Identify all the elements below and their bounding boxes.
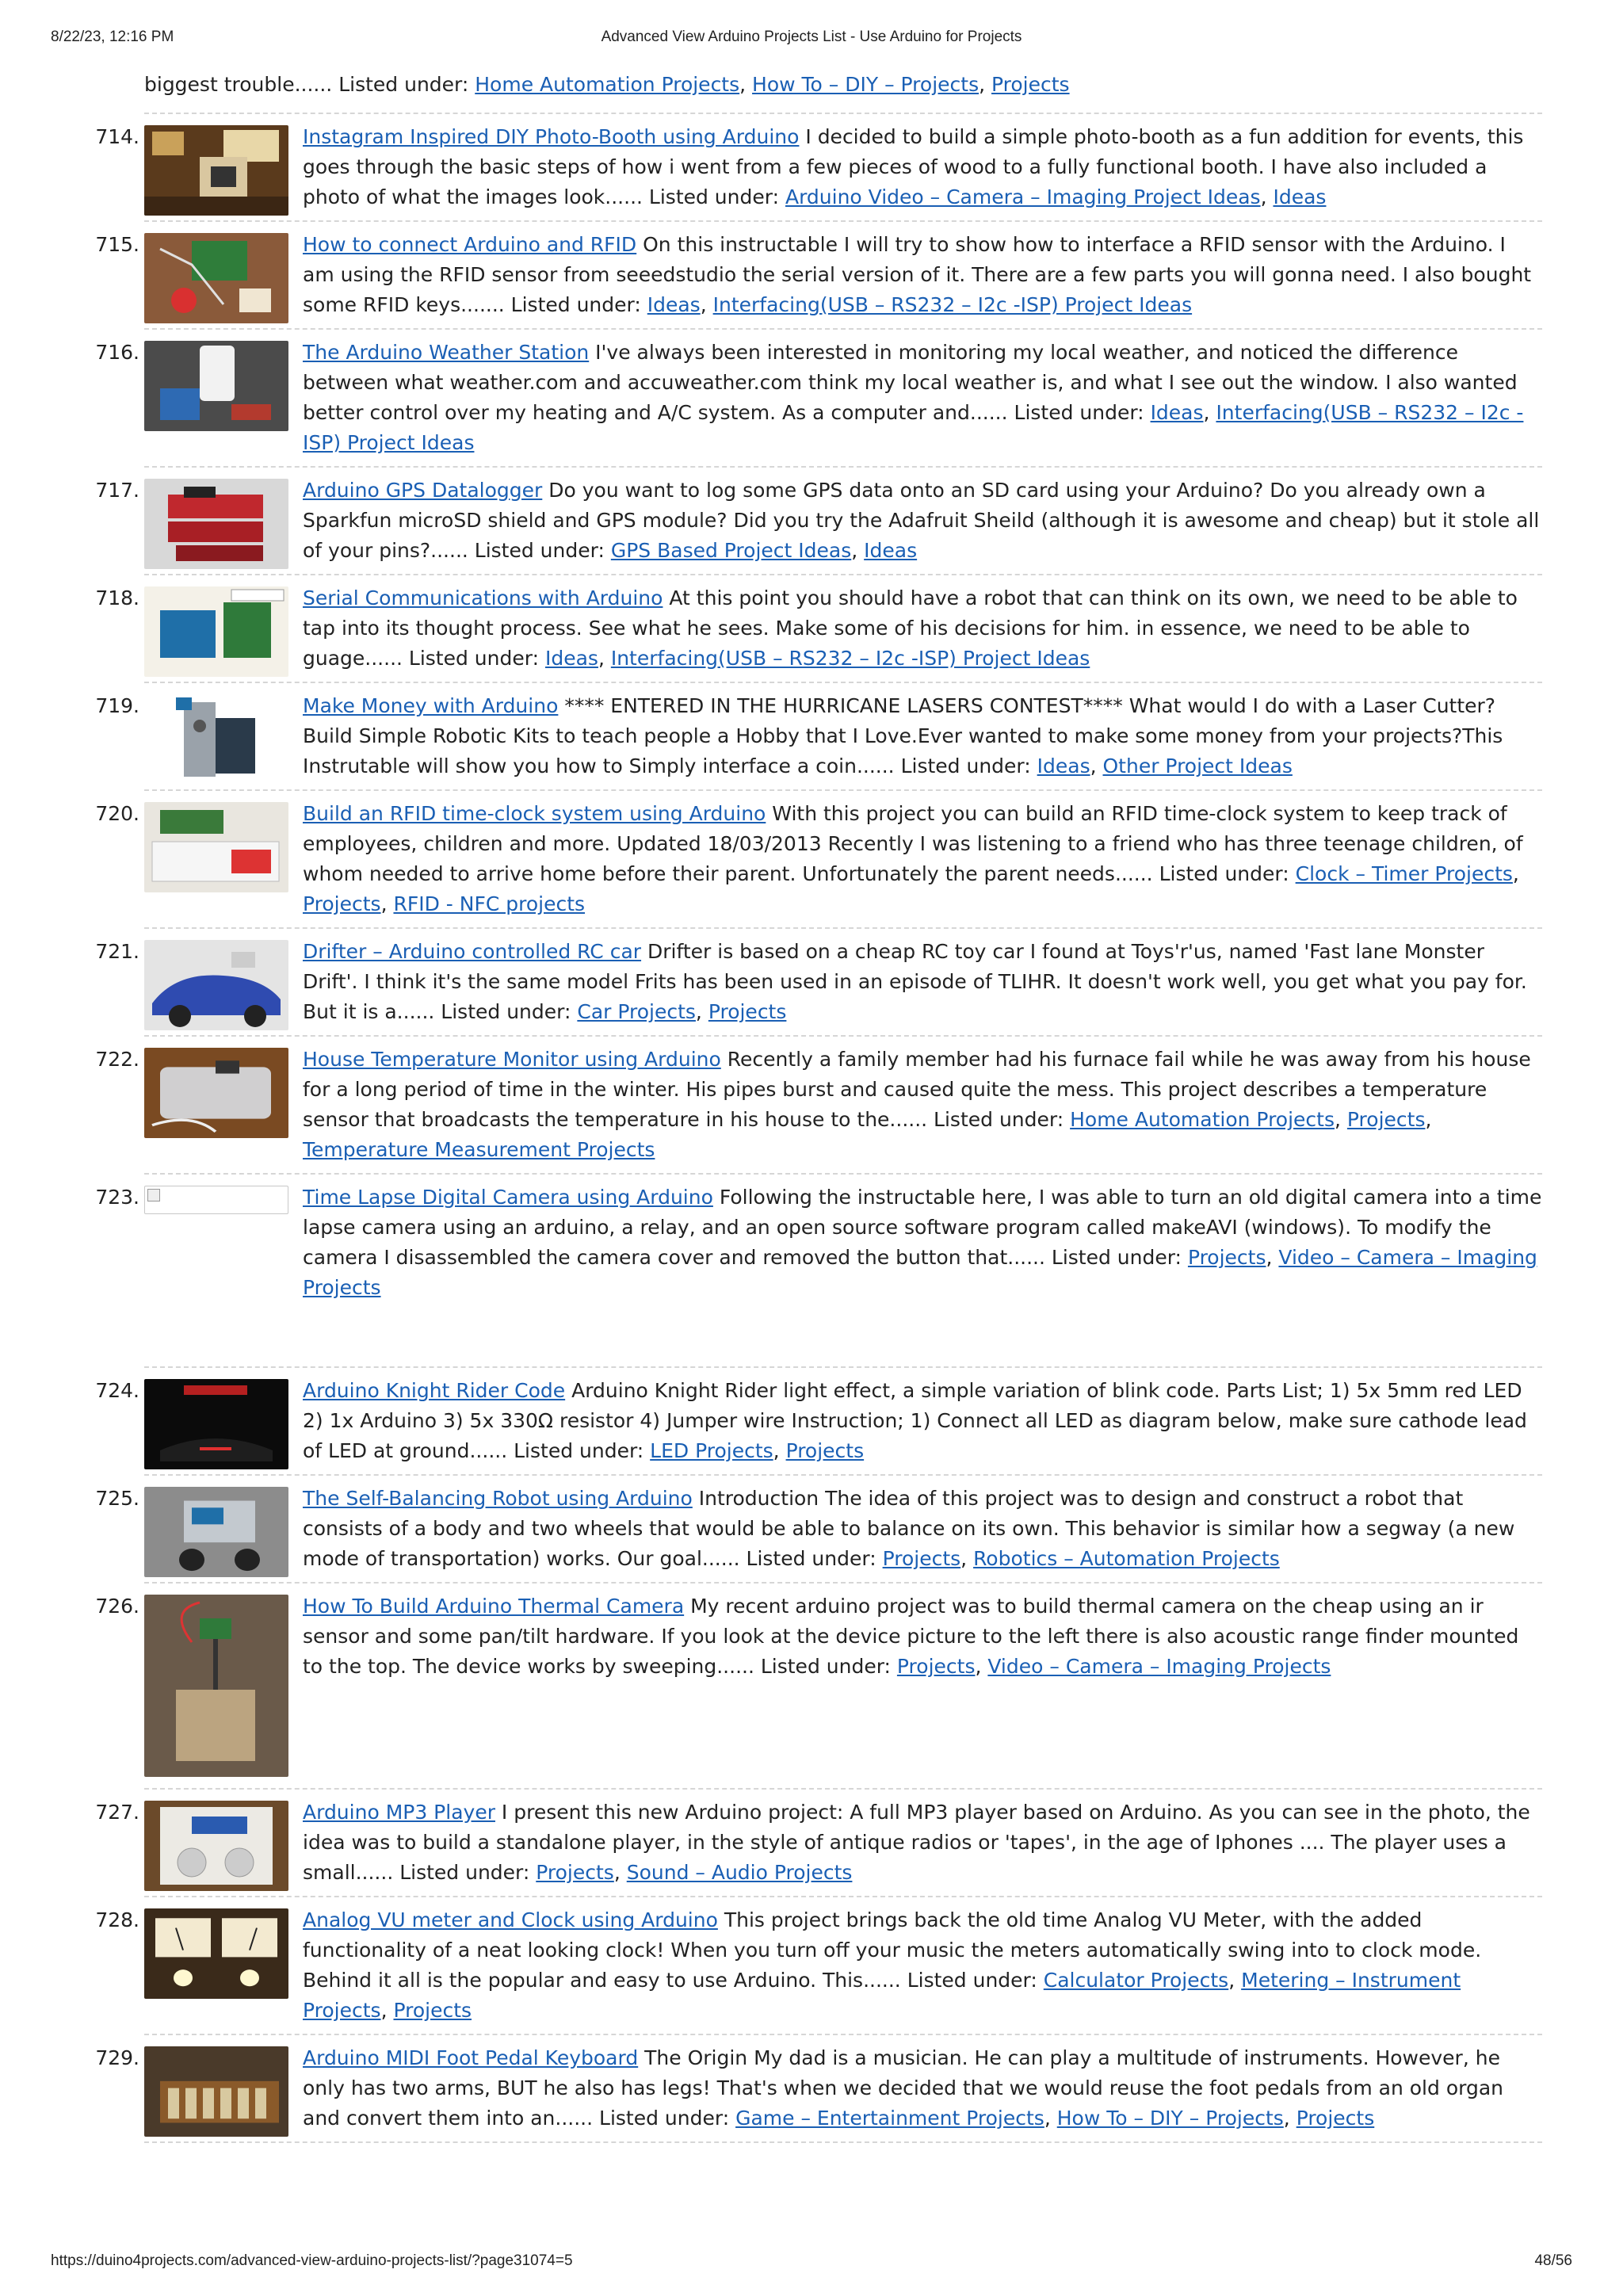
category-link[interactable]: Projects (1187, 1246, 1266, 1269)
entry-number: 719. (95, 694, 139, 717)
project-title-link[interactable]: Build an RFID time-clock system using Arduino (303, 802, 766, 825)
project-description: I've always been interested in monitoring my local weather, and noticed the difference between what weather.com and accuweather.com think my local weather is, and what I see out the window. I also wanted better control over my heating and A/C system. As a computer and...... Listed under: (303, 341, 1518, 424)
project-thumbnail[interactable] (144, 940, 288, 1030)
project-title-link[interactable]: Instagram Inspired DIY Photo-Booth using Arduino (303, 125, 800, 148)
print-url: https://duino4projects.com/advanced-view-arduino-projects-list/?page31074=5 (51, 2252, 573, 2269)
project-entry: 723. Time Lapse Digital Camera using Arduino Following the instructable here, I was able to turn an old digital camera into a time lapse camera using an arduino, a relay, and an open source software program called makeAVI (windows). To modify the camera I disassembled the camera cover and removed the button that...... Listed under: Projects, Video – Camera – Imaging Projects (144, 1173, 1542, 1366)
category-link[interactable]: Ideas (1273, 185, 1327, 208)
category-link[interactable]: RFID - NFC projects (393, 892, 586, 915)
category-link[interactable]: Projects (1346, 1108, 1426, 1131)
project-thumbnail[interactable] (144, 1801, 288, 1891)
category-link[interactable]: Projects (1296, 2107, 1375, 2130)
project-description: This project brings back the old time Analog VU Meter, with the added functionality of a neat looking clock! When you turn off your music the meters automatically swing into to clock mode. Behind it all is the popular and easy to use Arduino. This...... Listed under: (303, 1908, 1482, 1992)
project-thumbnail[interactable] (144, 1048, 288, 1138)
category-link[interactable]: Projects (393, 1999, 472, 2022)
project-thumbnail[interactable] (144, 1908, 288, 1999)
category-link[interactable]: Temperature Measurement Projects (303, 1138, 655, 1161)
project-thumbnail[interactable] (144, 1487, 288, 1577)
category-link[interactable]: Robotics – Automation Projects (973, 1547, 1280, 1570)
entry-number: 728. (95, 1908, 139, 1931)
project-entry: 726. How To Build Arduino Thermal Camera My recent arduino project was to build thermal camera on the cheap using an ir sensor and some pan/tilt hardware. If you look at the device picture to the left there is also acoustic range finder mounted to the top. The device works by sweeping...... Listed under: Projects, Video – Camera – Imaging Projects (144, 1582, 1542, 1788)
print-header (51, 29, 1572, 49)
entry-number: 723. (95, 1186, 139, 1209)
category-link[interactable]: Interfacing(USB – RS232 – I2c -ISP) Project Ideas (712, 293, 1193, 316)
entry-number: 715. (95, 233, 139, 256)
category-link[interactable]: Interfacing(USB – RS232 – I2c -ISP) Project Ideas (610, 647, 1090, 670)
category-link[interactable]: Ideas (647, 293, 701, 316)
project-entry: 717. Arduino GPS Datalogger Do you want to log some GPS data onto an SD card using your Arduino? Do you already own a Sparkfun microSD shield and GPS module? Did you try the Adafruit Sheild (although it is awesome and cheap) but it stole all of your pins?...... Listed under: GPS Based Project Ideas, Ideas (144, 466, 1542, 574)
project-description: Drifter is based on a cheap RC toy car I found at Toys'r'us, named 'Fast lane Monster Drift'. I think it's the same model Frits has been used in an episode of TLIHR. It doesn't work well, you get what you pay for. But it is a...... Listed under: (303, 940, 1527, 1023)
category-link[interactable]: Video – Camera – Imaging Projects (987, 1655, 1331, 1678)
entry-number: 729. (95, 2046, 139, 2069)
project-title-link[interactable]: How To Build Arduino Thermal Camera (303, 1595, 685, 1618)
project-thumbnail[interactable] (144, 694, 288, 785)
project-description: With this project you can build an RFID time-clock system to keep track of employees, children and more. Updated 18/03/2013 Recently I was listening to a friend who has three teenage children, of whom needed to arrive home before their parent. Unfortunately the parent needs...... Listed under: (303, 802, 1523, 885)
category-link[interactable]: Projects (536, 1861, 614, 1884)
project-description: **** ENTERED IN THE HURRICANE LASERS CONTEST**** What would I do with a Laser Cutter? Build Simple Robotic Kits to teach people a Hobby that I Love.Ever wanted to make some money from your projects?This Instrutable will show you how to Simply interface a coin...... Listed under: (303, 694, 1503, 777)
project-title-link[interactable]: Make Money with Arduino (303, 694, 559, 717)
project-title-link[interactable]: Serial Communications with Arduino (303, 586, 663, 609)
category-link[interactable]: Ideas (1150, 401, 1204, 424)
category-link[interactable]: Projects (896, 1655, 976, 1678)
project-title-link[interactable]: Arduino MIDI Foot Pedal Keyboard (303, 2046, 639, 2069)
project-description: I decided to build a simple photo-booth as a fun addition for events, this goes through the basic steps of how i went from a few pieces of wood to a fully functional booth. I have also included a photo of what the images look...... Listed under: (303, 125, 1524, 208)
project-entry: 724. Arduino Knight Rider Code Arduino Knight Rider light effect, a simple variation of blink code. Parts List; 1) 5x 5mm red LED 2) 1x Arduino 3) 5x 330Ω resistor 4) Jumper wire Instruction; 1) Connect all LED as diagram below, make sure cathode lead of LED at ground...... Listed under: LED Projects, Projects (144, 1366, 1542, 1474)
category-link[interactable]: Calculator Projects (1043, 1969, 1229, 1992)
intro-category-link[interactable]: Home Automation Projects (475, 73, 740, 96)
project-entry: 722. House Temperature Monitor using Arduino Recently a family member had his furnace fail while he was away from his house for a long period of time in the winter. His pipes burst and caused quite the mess. This project describes a temperature sensor that broadcasts the temperature in his house to the...... Listed under: Home Automation Projects, Projects, Temperature Measurement Projects (144, 1035, 1542, 1173)
category-link[interactable]: Other Project Ideas (1102, 755, 1293, 777)
entry-number: 714. (95, 125, 139, 148)
project-title-link[interactable]: Arduino GPS Datalogger (303, 479, 543, 502)
entry-number: 724. (95, 1379, 139, 1402)
entry-number: 721. (95, 940, 139, 963)
entry-number: 726. (95, 1595, 139, 1618)
project-description: Recently a family member had his furnace fail while he was away from his house for a long period of time in the winter. His pipes burst and caused quite the mess. This project describes a temperature sensor that broadcasts the temperature in his house to the...... Listed under: (303, 1048, 1531, 1131)
project-title-link[interactable]: Analog VU meter and Clock using Arduino (303, 1908, 718, 1931)
entry-number: 717. (95, 479, 139, 502)
project-title-link[interactable]: The Self-Balancing Robot using Arduino (303, 1487, 693, 1510)
project-description: Introduction The idea of this project was to design and construct a robot that consists of a body and two wheels that would be able to balance on its own. This behavior is similar how a segway (a new mode of transportation) works. Our goal...... Listed under: (303, 1487, 1515, 1570)
category-link[interactable]: GPS Based Project Ideas (610, 539, 852, 562)
category-link[interactable]: Game – Entertainment Projects (735, 2107, 1044, 2130)
entry-number: 725. (95, 1487, 139, 1510)
intro-category-link[interactable]: How To – DIY – Projects (752, 73, 980, 96)
category-link[interactable]: Home Automation Projects (1070, 1108, 1335, 1131)
project-description: Arduino Knight Rider light effect, a simple variation of blink code. Parts List; 1) 5x 5mm red LED 2) 1x Arduino 3) 5x 330Ω resistor 4) Jumper wire Instruction; 1) Connect all LED as diagram below, make sure cathode lead of LED at ground...... Listed under: (303, 1379, 1527, 1462)
project-thumbnail[interactable] (144, 1595, 288, 1777)
print-datetime: 8/22/23, 12:16 PM (51, 29, 174, 45)
project-title-link[interactable]: The Arduino Weather Station (303, 341, 590, 364)
project-title-link[interactable]: Drifter – Arduino controlled RC car (303, 940, 642, 963)
project-entry: 721. Drifter – Arduino controlled RC car Drifter is based on a cheap RC toy car I found at Toys'r'us, named 'Fast lane Monster Drift'. I think it's the same model Frits has been used in an episode of TLIHR. It doesn't work well, you get what you pay for. But it is a...... Listed under: Car Projects, Projects (144, 927, 1542, 1035)
category-link[interactable]: Ideas (864, 539, 918, 562)
project-entry: 719. Make Money with Arduino **** ENTERED IN THE HURRICANE LASERS CONTEST**** What would I do with a Laser Cutter? Build Simple Robotic Kits to teach people a Hobby that I Love.Ever wanted to make some money from your projects?This Instrutable will show you how to Simply interface a coin...... Listed under: Ideas, Other Project Ideas (144, 682, 1542, 789)
project-entry: 718. Serial Communications with Arduino At this point you should have a robot that can think on its own, we need to be able to tap into its thought process. See what he sees. Make some of his decisions for him. in essence, we need to be able to guage...... Listed under: Ideas, Interfacing(USB – RS232 – I2c -ISP) Project Ideas (144, 574, 1542, 682)
entry-number: 716. (95, 341, 139, 364)
broken-image-icon[interactable] (144, 1186, 288, 1214)
entry-number: 718. (95, 586, 139, 609)
project-thumbnail[interactable] (144, 2046, 288, 2137)
intro-fragment: biggest trouble...... Listed under: Home Automation Projects, How To – DIY – Projects, Projects (144, 73, 1070, 96)
entry-number: 722. (95, 1048, 139, 1071)
project-entry: 715. How to connect Arduino and RFID On this instructable I will try to show how to interface a RFID sensor with the Arduino. I am using the RFID sensor from seeedstudio the serial version of it. There are a few parts you will gonna need. I also bought some RFID keys....... Listed under: Ideas, Interfacing(USB – RS232 – I2c -ISP) Project Ideas (144, 220, 1542, 328)
print-footer (51, 2252, 1572, 2273)
project-thumbnail[interactable] (144, 479, 288, 569)
project-thumbnail[interactable] (144, 802, 288, 892)
project-thumbnail[interactable] (144, 341, 288, 431)
project-title-link[interactable]: Arduino Knight Rider Code (303, 1379, 566, 1402)
category-link[interactable]: Ideas (1037, 755, 1090, 777)
category-link[interactable]: Clock – Timer Projects (1295, 862, 1513, 885)
category-link[interactable]: Car Projects (577, 1000, 696, 1023)
project-description: Do you want to log some GPS data onto an SD card using your Arduino? Do you already own a Sparkfun microSD shield and GPS module? Did you try the Adafruit Sheild (although it is awesome and cheap) but it stole all of your pins?...... Listed under: (303, 479, 1540, 562)
category-link[interactable]: Interfacing(USB – RS232 – I2c -ISP) Project Ideas (303, 401, 1524, 454)
project-title-link[interactable]: How to connect Arduino and RFID (303, 233, 637, 256)
category-link[interactable]: Metering – Instrument Projects (303, 1969, 1461, 2022)
project-thumbnail[interactable] (144, 586, 288, 677)
project-entry: 720. Build an RFID time-clock system using Arduino With this project you can build an RFID time-clock system to keep track of employees, children and more. Updated 18/03/2013 Recently I was listening to a friend who has three teenage children, of whom needed to arrive home before their parent. Unfortunately the parent needs...... Listed under: Clock – Timer Projects, Projects, RFID - NFC projects (144, 789, 1542, 927)
project-title-link[interactable]: Time Lapse Digital Camera using Arduino (303, 1186, 713, 1209)
project-description: My recent arduino project was to build thermal camera on the cheap using an ir sensor and some pan/tilt hardware. If you look at the device picture to the left there is also acoustic range finder mounted to the top. The device works by sweeping...... Listed under: (303, 1595, 1519, 1678)
project-thumbnail[interactable] (144, 1379, 288, 1469)
category-link[interactable]: Sound – Audio Projects (626, 1861, 853, 1884)
project-entry: 728. Analog VU meter and Clock using Arduino This project brings back the old time Analog VU Meter, with the added functionality of a neat looking clock! When you turn off your music the meters automatically swing into to clock mode. Behind it all is the popular and easy to use Arduino. This...... Listed under: Calculator Projects, Metering – Instrument Projects, Projects (144, 1896, 1542, 2034)
category-link[interactable]: Projects (303, 892, 381, 915)
intro-category-link[interactable]: Projects (991, 73, 1070, 96)
category-link[interactable]: Arduino Video – Camera – Imaging Project Ideas (785, 185, 1261, 208)
category-link[interactable]: Video – Camera – Imaging Projects (303, 1246, 1537, 1299)
entry-number: 720. (95, 802, 139, 825)
project-title-link[interactable]: House Temperature Monitor using Arduino (303, 1048, 721, 1071)
category-link[interactable]: Projects (785, 1439, 865, 1462)
category-link[interactable]: Ideas (544, 647, 598, 670)
project-entry: 725. The Self-Balancing Robot using Arduino Introduction The idea of this project was to design and construct a robot that consists of a body and two wheels that would be able to balance on its own. This behavior is similar how a segway (a new mode of transportation) works. Our goal...... Listed under: Projects, Robotics – Automation Projects (144, 1474, 1542, 1582)
project-description: On this instructable I will try to show how to interface a RFID sensor with the Arduino. I am using the RFID sensor from seeedstudio the serial version of it. There are a few parts you will gonna need. I also bought some RFID keys....... Listed under: (303, 233, 1532, 316)
project-thumbnail[interactable] (144, 233, 288, 323)
project-entry: 727. Arduino MP3 Player I present this new Arduino project: A full MP3 player based on Arduino. As you can see in the photo, the idea was to build a standalone player, in the style of antique radios or 'tapes', in the age of Iphones .... The player uses a small...... Listed under: Projects, Sound – Audio Projects (144, 1788, 1542, 1896)
projects-list (95, 70, 1542, 2143)
project-description: Following the instructable here, I was able to turn an old digital camera into a time lapse camera using an arduino, a relay, and an open source software program called makeAVI (windows). To modify the camera I disassembled the camera cover and removed the button that...... Listed under: (303, 1186, 1542, 1269)
category-link[interactable]: Projects (882, 1547, 961, 1570)
project-entry: 714. Instagram Inspired DIY Photo-Booth using Arduino I decided to build a simple photo-booth as a fun addition for events, this goes through the basic steps of how i went from a few pieces of wood to a fully functional booth. I have also included a photo of what the images look...... Listed under: Arduino Video – Camera – Imaging Project Ideas, Ideas (144, 113, 1542, 220)
project-entry: 716. The Arduino Weather Station I've always been interested in monitoring my local weather, and noticed the difference between what weather.com and accuweather.com think my local weather is, and what I see out the window. I also wanted better control over my heating and A/C system. As a computer and...... Listed under: Ideas, Interfacing(USB – RS232 – I2c -ISP) Project Ideas (144, 328, 1542, 466)
entry-number: 727. (95, 1801, 139, 1824)
project-description: The Origin My dad is a musician. He can play a multitude of instruments. However, he only has two arms, BUT he also has legs! That's when we decided that we would reuse the foot pedals from an old organ and convert them into an...... Listed under: (303, 2046, 1503, 2130)
project-title-link[interactable]: Arduino MP3 Player (303, 1801, 495, 1824)
print-title: Advanced View Arduino Projects List - Use Arduino for Projects (601, 29, 1022, 45)
project-description: At this point you should have a robot that can think on its own, we need to be able to tap into its thought process. See what he sees. Make some of his decisions for him. in essence, we need to be able to guage...... Listed under: (303, 586, 1518, 670)
project-entry: 729. Arduino MIDI Foot Pedal Keyboard The Origin My dad is a musician. He can play a multitude of instruments. However, he only has two arms, BUT he also has legs! That's when we decided that we would reuse the foot pedals from an old organ and convert them into an...... Listed under: Game – Entertainment Projects, How To – DIY – Projects, Projects (144, 2034, 1542, 2143)
category-link[interactable]: LED Projects (650, 1439, 773, 1462)
project-thumbnail[interactable] (144, 125, 288, 216)
intro-text: biggest trouble...... Listed under: (144, 73, 475, 96)
project-description: I present this new Arduino project: A full MP3 player based on Arduino. As you can see in the photo, the idea was to build a standalone player, in the style of antique radios or 'tapes', in the age of Iphones .... The player uses a small...... Listed under: (303, 1801, 1530, 1884)
category-link[interactable]: Projects (708, 1000, 787, 1023)
page-number: 48/56 (1534, 2252, 1572, 2269)
category-link[interactable]: How To – DIY – Projects (1056, 2107, 1284, 2130)
